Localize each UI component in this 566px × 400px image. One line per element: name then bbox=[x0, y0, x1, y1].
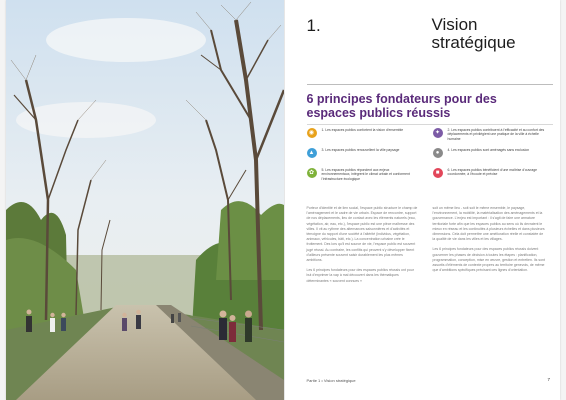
inclusion-icon: ● bbox=[433, 148, 443, 158]
body-paragraph: Porteur d'identité et de lien social, l'espace public structure le champ de l'aménagement et le cadre de vie urbain. Espace de rencontre, support de nos déplacements, lieu de contact avec les éléments naturels (eau, végétation, air, eau, etc.), l'espace public est une pièce maîtresse des villes. Il vit au rythme des alternances saisonnières et d'activités et témoigne du rapport d'une société à l'altérité (individus, végétation, animaux, véhicules, bâti, etc.). La concentration urbaine crée le frottement. Des lors qu'il est source de vie, l'espace public est souvent jugé réussi. Au contraire, les conflits qui peuvent s'y développer fixent d'ailleurs présente souvent saisir durablement les plus mêmes ambitions. bbox=[306, 206, 418, 263]
section-divider-top bbox=[307, 84, 553, 85]
vision-icon: ◉ bbox=[307, 128, 317, 138]
leaf-icon: ✿ bbox=[307, 168, 317, 178]
principle-item-6 bbox=[433, 168, 545, 178]
section-title: 6 principes fondateurs pour des espaces publics réussis bbox=[306, 92, 497, 120]
principle-text: 5. Les espaces publics répondent aux enjeux environnementaux, intègrent le climat urbain et conforment l'infrastructure écologique bbox=[321, 168, 410, 181]
principle-item-5 bbox=[307, 168, 419, 181]
street-photo bbox=[6, 0, 284, 400]
pedestrian-icon: ✦ bbox=[433, 128, 443, 138]
tree-lined-path-image bbox=[6, 0, 284, 400]
body-column-right bbox=[433, 206, 546, 278]
page-number: 7 bbox=[547, 377, 550, 382]
principle-text: 2. Les espaces publics contribuent à l'efficacité et au confort des déplacements et privilégient une pratique de la ville à échelle humaine bbox=[447, 128, 545, 141]
principle-item-2 bbox=[433, 128, 545, 141]
body-column-left bbox=[307, 206, 420, 289]
principle-text: 4. Les espaces publics sont aménagés sans exclusion bbox=[447, 148, 530, 152]
principle-item-3 bbox=[307, 148, 419, 158]
principle-item-1 bbox=[307, 128, 419, 138]
chapter-title: Vision stratégique bbox=[431, 15, 516, 52]
governance-icon: ■ bbox=[433, 168, 443, 178]
running-footer: Partie 1 • Vision stratégique bbox=[306, 378, 356, 383]
landscape-icon: ▲ bbox=[307, 148, 317, 158]
document-spread bbox=[6, 0, 560, 400]
body-paragraph: Les 6 principes fondateurs pour des espaces publics réussis doivent gouverner les phases de décision à toutes les étapes : planification, programmation, conception, mise en œuvre, gestion et entretien. Ils sont assortis d'éléments de contexte propres au territoire genevois, de même que d'ambitions spécifiques précisant ces lignes d'orientation. bbox=[432, 247, 545, 273]
principle-text: 3. Les espaces publics renouvellent la ville paysage bbox=[321, 148, 400, 152]
body-paragraph: soit un même lieu - soit soit le même ensemble, le paysage, l'environnement, la mobilité, la matérialisation des aménagements et la gouvernance. L'enjeu est important : il s'agit de faire une armature territoriale forte afin que les espaces publics au sens où ils devraient le mieux en réseau et les continuités à plusieurs échelles et dans plusieurs dimensions. Cela doit permettre une amélioration réelle et constatée de la qualité de vie dans les villes et les villages. bbox=[432, 206, 545, 242]
text-page bbox=[284, 0, 561, 400]
principle-text: 1. Les espaces publics confortent la vision d'ensemble bbox=[321, 128, 404, 132]
chapter-number: 1. bbox=[306, 16, 321, 35]
principle-text: 6. Les espaces publics bénéficient d'une maîtrise d'ouvrage coordonnée, à l'écoute et précise bbox=[447, 168, 538, 177]
principle-item-4 bbox=[433, 148, 545, 158]
section-divider bbox=[307, 124, 553, 125]
body-paragraph: Les 6 principes fondateurs pour des espaces publics réussis ont pour but d'exprimer la vap à mal découvert dans les thématiques déterminantes « souvent connues » bbox=[306, 268, 414, 283]
